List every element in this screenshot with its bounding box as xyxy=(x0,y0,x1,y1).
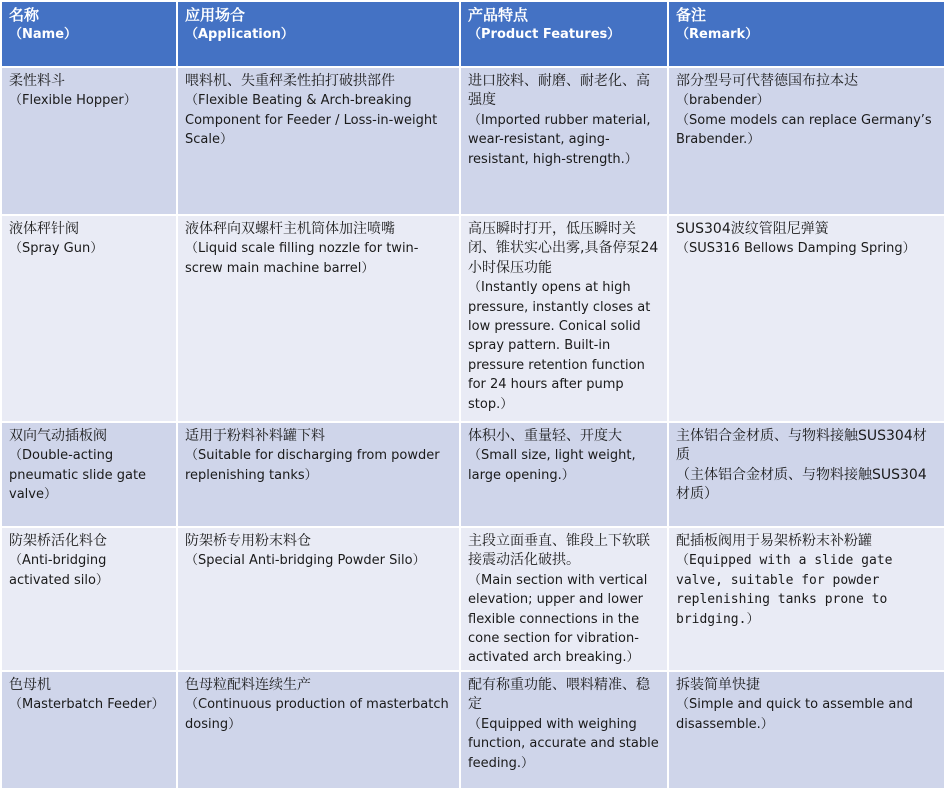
cell-application xyxy=(177,527,460,671)
cell-remark xyxy=(668,67,944,215)
cell-application xyxy=(177,67,460,215)
table-row xyxy=(1,215,944,422)
features-zh: 进口胶料、耐磨、耐老化、高强度 xyxy=(468,73,650,109)
remark-zh: 配插板阀用于易架桥粉末补粉罐 xyxy=(676,533,872,549)
name-en: （Masterbatch Feeder） xyxy=(9,697,165,713)
application-zh: 防架桥专用粉末料仓 xyxy=(185,533,311,549)
cell-name xyxy=(1,67,177,215)
cell-remark xyxy=(668,422,944,527)
header-remark-zh: 备注 xyxy=(676,6,707,24)
cell-application xyxy=(177,422,460,527)
cell-name xyxy=(1,527,177,671)
header-application-en: （Application） xyxy=(185,27,294,42)
name-zh: 防架桥活化料仓 xyxy=(9,533,107,549)
header-remark xyxy=(668,1,944,67)
header-name-en: （Name） xyxy=(9,27,78,42)
name-en: （Double-acting pneumatic slide gate valve） xyxy=(9,448,147,503)
cell-features xyxy=(460,671,668,789)
cell-application xyxy=(177,671,460,789)
name-en: （Anti-bridging activated silo） xyxy=(9,553,109,588)
remark-zh: 拆装简单快捷 xyxy=(676,677,760,693)
table-row xyxy=(1,67,944,215)
cell-features xyxy=(460,422,668,527)
name-zh: 双向气动插板阀 xyxy=(9,428,107,444)
remark-en: （brabender） xyxy=(676,93,770,109)
features-en: （Instantly opens at high pressure, instantly closes at low pressure. Conical solid spray pattern. Built-in pressure retention function for 24 hours after pump stop.） xyxy=(468,280,651,412)
application-zh: 液体秤向双螺杆主机筒体加注喷嘴 xyxy=(185,221,395,237)
cell-name xyxy=(1,215,177,422)
remark-en: （主体铝合金材质、与物料接触SUS304材质） xyxy=(676,466,927,503)
features-zh: 高压瞬时打开，低压瞬时关闭、锥状实心出雾,具备停泵24小时保压功能 xyxy=(468,221,659,276)
features-zh: 配有称重功能、喂料精准、稳定 xyxy=(468,677,650,713)
application-zh: 喂料机、失重秤柔性拍打破拱部件 xyxy=(185,73,395,89)
name-zh: 柔性料斗 xyxy=(9,73,65,89)
application-en: （Flexible Beating & Arch-breaking Component for Feeder / Loss-in-weight Scale） xyxy=(185,93,438,148)
cell-remark xyxy=(668,215,944,422)
name-zh: 色母机 xyxy=(9,677,51,693)
header-application xyxy=(177,1,460,67)
table-row xyxy=(1,422,944,527)
features-en: （Imported rubber material, wear-resistant, aging-resistant, high-strength.） xyxy=(468,112,651,167)
header-name xyxy=(1,1,177,67)
cell-features xyxy=(460,215,668,422)
table-row xyxy=(1,527,944,671)
remark-en: （SUS316 Bellows Damping Spring） xyxy=(676,241,916,257)
remark-en: （Equipped with a slide gate valve, suitable for powder replenishing tanks prone to bridging.） xyxy=(676,553,893,627)
cell-application xyxy=(177,215,460,422)
remark-zh: 部分型号可代替德国布拉本达 xyxy=(676,73,858,89)
application-zh: 色母粒配料连续生产 xyxy=(185,677,311,693)
cell-name xyxy=(1,422,177,527)
header-row xyxy=(1,1,944,67)
application-en: （Special Anti-bridging Powder Silo） xyxy=(185,553,426,569)
remark-zh: 主体铝合金材质、与物料接触SUS304材质 xyxy=(676,428,927,464)
cell-remark xyxy=(668,527,944,671)
remark-extra: （Some models can replace Germany’s Brabender.） xyxy=(676,112,932,148)
header-name-zh: 名称 xyxy=(9,6,40,24)
application-zh: 适用于粉料补料罐下料 xyxy=(185,428,325,444)
header-features-en: （Product Features） xyxy=(468,27,621,42)
name-en: （Flexible Hopper） xyxy=(9,93,137,109)
header-application-zh: 应用场合 xyxy=(185,6,246,24)
features-en: （Main section with vertical elevation; upper and lower flexible connections in the cone section for vibration-activated arch breaking.） xyxy=(468,572,648,666)
remark-en: （Simple and quick to assemble and disassemble.） xyxy=(676,697,913,732)
features-en: （Equipped with weighing function, accurate and stable feeding.） xyxy=(468,716,659,771)
remark-zh: SUS304波纹管阻尼弹簧 xyxy=(676,221,829,237)
header-remark-en: （Remark） xyxy=(676,27,759,42)
table-header xyxy=(1,1,944,67)
name-zh: 液体秤针阀 xyxy=(9,221,79,237)
header-features-zh: 产品特点 xyxy=(468,6,529,24)
application-en: （Liquid scale filling nozzle for twin-screw main machine barrel） xyxy=(185,241,419,276)
features-en: （Small size, light weight, large opening.） xyxy=(468,448,636,483)
cell-name xyxy=(1,671,177,789)
header-features xyxy=(460,1,668,67)
table-body xyxy=(1,67,944,789)
features-zh: 主段立面垂直、锥段上下软联接震动活化破拱。 xyxy=(468,533,650,569)
name-en: （Spray Gun） xyxy=(9,241,104,257)
cell-features xyxy=(460,67,668,215)
table-row xyxy=(1,671,944,789)
features-zh: 体积小、重量轻、开度大 xyxy=(468,428,622,444)
cell-remark xyxy=(668,671,944,789)
application-en: （Suitable for discharging from powder replenishing tanks） xyxy=(185,448,440,483)
cell-features xyxy=(460,527,668,671)
application-en: （Continuous production of masterbatch dosing） xyxy=(185,697,449,732)
